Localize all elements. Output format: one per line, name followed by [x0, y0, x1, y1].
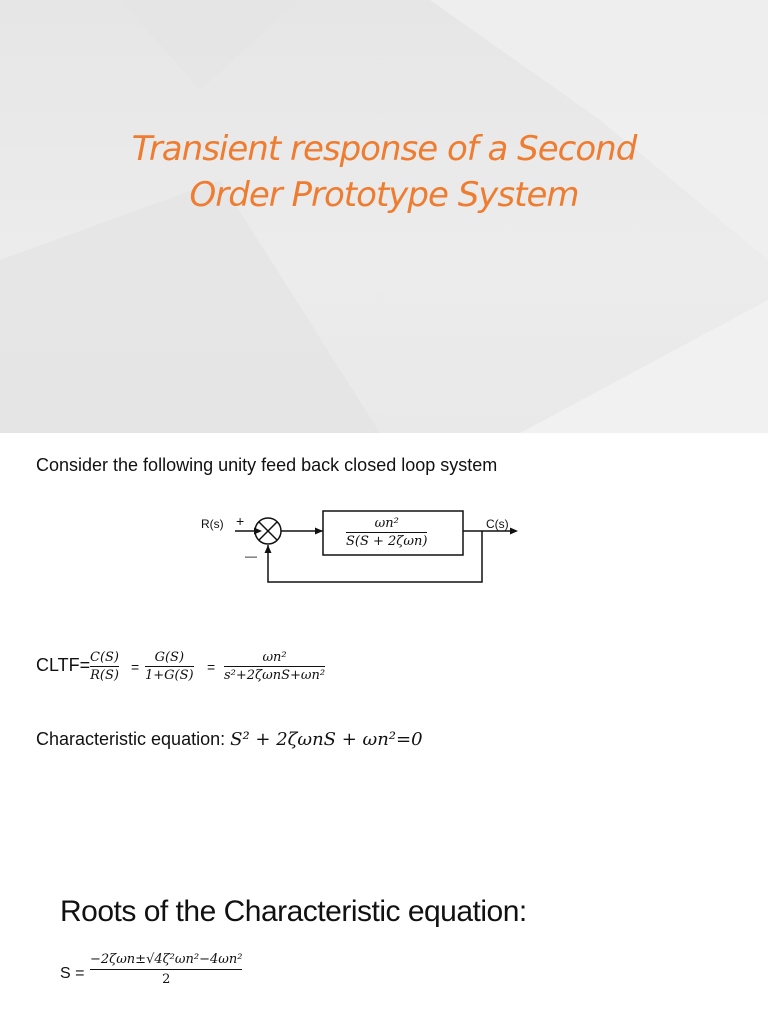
plus-sign: + — [236, 513, 245, 529]
cltf-label: CLTF= — [36, 655, 91, 675]
cltf-f3-denominator: s²+2ζωnS+ωn² — [224, 668, 326, 683]
title-line-1: Transient response of a Second — [131, 129, 637, 169]
cltf-f2-numerator: G(S) — [154, 650, 185, 665]
roots-denominator: 2 — [162, 972, 171, 987]
arrow-to-block — [315, 528, 323, 535]
block-numerator: ωn² — [374, 516, 399, 531]
block-denominator: S(S + 2ζωn) — [346, 534, 428, 549]
roots-lhs: S = — [60, 965, 85, 982]
output-label: C(s) — [486, 517, 509, 531]
arrow-to-junction — [254, 528, 262, 535]
characteristic-equation — [36, 729, 423, 750]
cltf-fraction-1 — [90, 651, 119, 682]
cltf-fraction-2 — [145, 651, 194, 682]
cltf-fraction-3 — [224, 651, 325, 682]
cltf-f1-numerator: C(S) — [90, 650, 119, 665]
cltf-f2-denominator: 1+G(S) — [145, 668, 194, 683]
title-line-2: Order Prototype System — [189, 175, 579, 215]
roots-numerator: −2ζωn±√4ζ²ωn²−4ωn² — [90, 952, 243, 967]
cltf-f1-denominator: R(S) — [90, 668, 119, 683]
feedback-arrow — [265, 545, 272, 553]
output-arrow — [510, 528, 518, 535]
intro-text: Consider the following unity feed back closed loop system — [36, 455, 498, 475]
equals-sign-1: = — [131, 659, 140, 675]
char-eq-expression: S² + 2ζωnS + ωn²=0 — [230, 729, 423, 750]
block-transfer-function — [346, 517, 427, 548]
equals-sign-2: = — [207, 659, 216, 675]
minus-sign: — — [245, 549, 257, 563]
roots-fraction — [90, 953, 242, 986]
title-slide — [0, 0, 768, 433]
char-eq-label: Characteristic equation: — [36, 729, 226, 749]
input-label: R(s) — [201, 517, 224, 531]
content-slide — [0, 433, 768, 1024]
cltf-f3-numerator: ωn² — [262, 650, 287, 665]
roots-heading: Roots of the Characteristic equation: — [60, 895, 527, 928]
slide-title — [64, 126, 704, 218]
